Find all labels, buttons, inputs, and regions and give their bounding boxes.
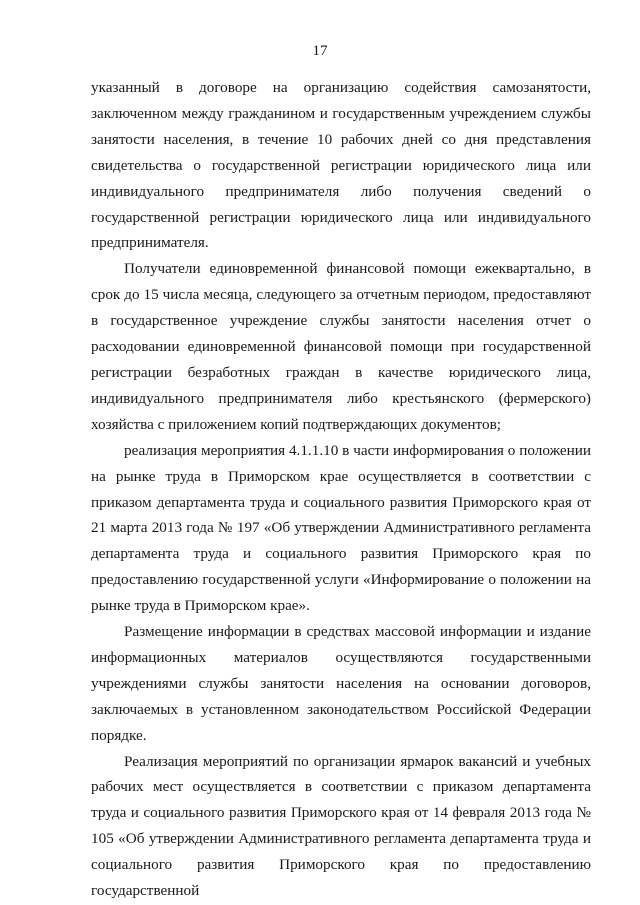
paragraph-job-fairs: Реализация мероприятий по организации ярмарок вакансий и учебных рабочих мест осуществляется в соответствии с приказом департамента труда и социального развития Приморского края от 14 февраля 2013 года № 105 «Об утверждении Административного регламента департамента труда и социального развития Приморского края по предоставлению государственной: [91, 752, 591, 900]
paragraph-mass-media-placement: Размещение информации в средствах массовой информации и издание информационных материалов осуществляются государственными учреждениями службы занятости населения на основании договоров, заключаемых в установленном законодательством Российской Федерации порядке.: [91, 623, 591, 744]
paragraph-labor-market-information: реализация мероприятия 4.1.1.10 в части информирования о положении на рынке труда в Приморском крае осуществляется в соответствии с приказом департамента труда и социального развития Приморского края от 21 марта 2013 года № 197 «Об утверждении Административного регламента департамента труда и социального развития Приморского края по предоставлению государственной услуги «Информирование о положении на рынке труда в Приморском крае».: [91, 441, 591, 615]
paragraph-continuation: указанный в договоре на организацию содействия самозанятости, заключенном между гражданином и государственным учреждением службы занятости населения, в течение 10 рабочих дней со дня представления свидетельства о государственной регистрации юридического лица или индивидуального предпринимателя либо получения сведений о государственной регистрации юридического лица или индивидуального предпринимателя.: [91, 79, 591, 252]
page-number: 17: [312, 43, 328, 59]
paragraph-financial-assistance-report: Получатели единовременной финансовой помощи ежеквартально, в срок до 15 числа месяца, следующего за отчетным периодом, предоставляют в государственное учреждение службы занятости населения отчет о расходовании единовременной финансовой помощи при государственной регистрации безработных граждан в качестве юридического лица, индивидуального предпринимателя либо крестьянского (фермерского) хозяйства с приложением копий подтверждающих документов;: [91, 260, 591, 433]
document-body: [91, 75, 591, 904]
